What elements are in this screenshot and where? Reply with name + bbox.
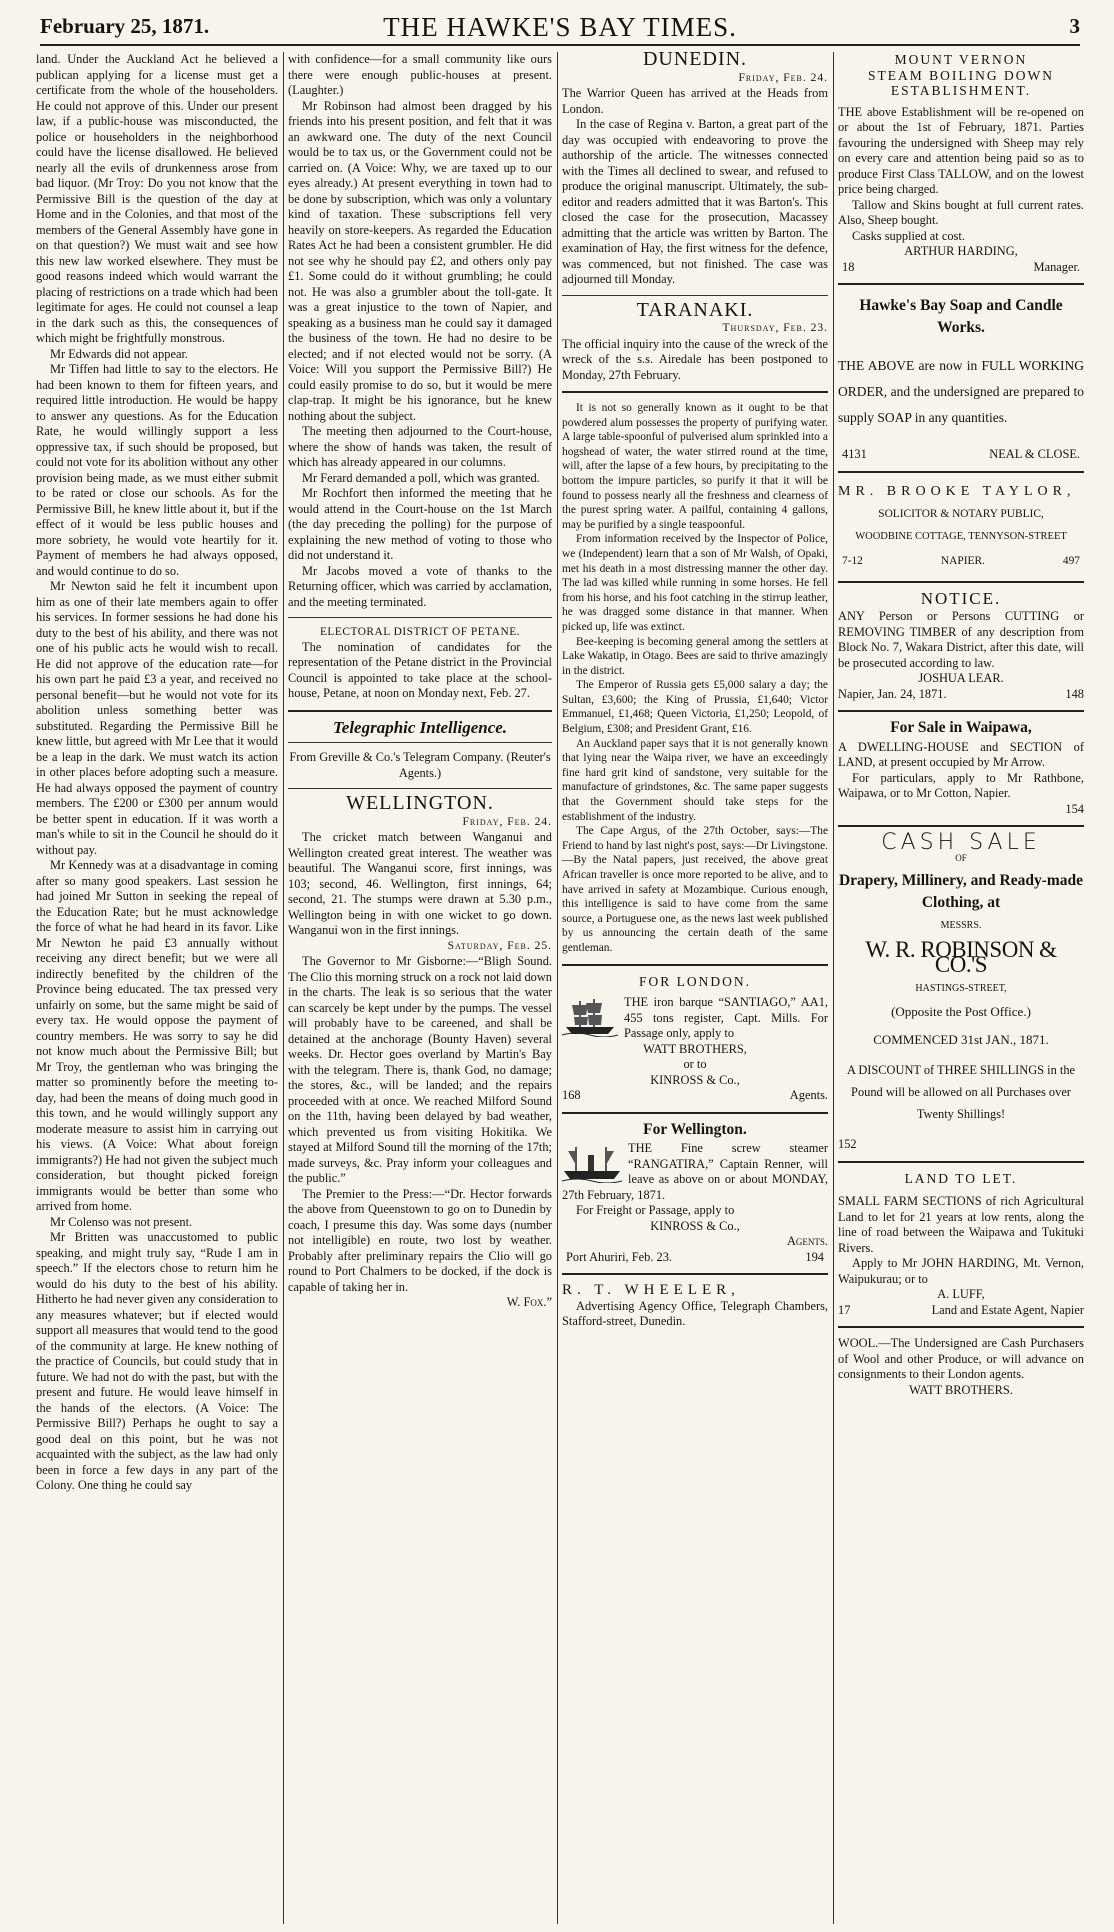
section-divider bbox=[562, 964, 828, 966]
section-divider bbox=[838, 471, 1084, 473]
bt-role: SOLICITOR & NOTARY PUBLIC, bbox=[878, 507, 1044, 520]
column-1 bbox=[36, 52, 278, 1494]
news-paragraph: The official inquiry into the cause of the wreck of the wreck of the s.s. Airedale has been postponed to Monday, 27th February. bbox=[562, 336, 828, 382]
section-divider bbox=[838, 1161, 1084, 1163]
wellington-ad-heading: For Wellington. bbox=[643, 1120, 747, 1138]
cash-sale-ad bbox=[838, 830, 1084, 1153]
speech-paragraph: Mr Britten was unaccustomed to public speaking, and might truly say, “Rude I am in speech.” If the electors chose to return him he would do his duty to the best of his ability. Hitherto he had never given any consideration to any measures whatever; but if elected would support all measures that would tend to the good of the community at large. He knew nothing of the practice of Councils, but could study that in future. We had not do with the past, but with the present and future. He would leave himself in the hands of the electors. (A Voice: The Permissive Bill?) Perhaps he ought to say a good deal on this point, but he was not acquainted with the subject, as the law had only been in force a few days in any part of the Colony. One thing he could say bbox=[36, 1230, 278, 1492]
ad-number: 497 bbox=[1062, 554, 1080, 567]
wheeler-body: Advertising Agency Office, Telegraph Chambers, Stafford-street, Dunedin. bbox=[562, 1298, 828, 1329]
speech-paragraph: Mr Rochfort then informed the meeting that he would attend in the Court-house on the 1st March (the day preceding the polling) for the purpose of explaining the new method of voting to those who did not understand it. bbox=[288, 486, 552, 562]
telegram-source: From Greville & Co.'s Telegram Company. (Reuter's Agents.) bbox=[289, 750, 551, 780]
wheeler-name: R. T. WHEELER, bbox=[562, 1282, 740, 1299]
news-paragraph: The cricket match between Wanganui and Wellington created great interest. The weather was beautiful. The Wanganui score, first innings, was 103; second, 46. Wellington, first innings, 64; second, 21. The stumps were drawn at 5.30 p.m., Wellington being in with one wicket to go down. Wanganui won in the first innings. bbox=[288, 830, 552, 938]
section-divider bbox=[562, 1273, 828, 1275]
speech-paragraph: Mr Kennedy was at a disadvantage in coming after so many good speakers. Last session he had joined Mr Sutton in seeking the repeal of the Education Rate; but he must acknowledge the force of what he had heard in its favor. Like Mr Newton he paid £3 annually without receiving any direct benefit; but we were all indirectly benefited by the children of the Province being educated. The tax pressed very unfairly on some, but the same might be said of every tax. He would oppose the payment of country members. He was sorry to say he did not know much about the Permissive Bill; but Mr Troy, the gentleman who was bringing the matter so prominently before the meeting to-day, had been the means of doing much good in this town, and he would willingly support any moderate measure to assist him in carrying out his views. (A Voice: What about foreign immigrants?) He had not given the subject much consideration, but thought picked foreign immigrants would be better than some who arrived from home. bbox=[36, 858, 278, 1213]
column-rule bbox=[283, 52, 284, 1924]
land-body: SMALL FARM SECTIONS of rich Agricultural Land to let for 21 years at low rents, along the line of road between the Waipawa and Tukituki Rivers. bbox=[838, 1194, 1084, 1255]
wellington-agent: KINROSS & Co., bbox=[650, 1218, 740, 1233]
wellington-ad bbox=[562, 1141, 828, 1265]
wellington-ad-freight: For Freight or Passage, apply to bbox=[576, 1203, 735, 1218]
cash-sale-heading: CASH SALE bbox=[881, 830, 1041, 855]
news-paragraph: The Warrior Queen has arrived at the Heads from London. bbox=[562, 86, 828, 116]
section-divider bbox=[838, 581, 1084, 583]
london-ad-heading: FOR LONDON. bbox=[638, 973, 751, 989]
soap-body: THE ABOVE are now in FULL WORKING ORDER, and the undersigned are prepared to supply SOAP in any quantities. bbox=[838, 358, 1084, 425]
section-divider bbox=[838, 825, 1084, 827]
column-rule bbox=[833, 52, 834, 1924]
bt-town: NAPIER. bbox=[940, 554, 985, 567]
saturday-dateline: Saturday, Feb. 25. bbox=[447, 939, 552, 952]
london-agent: KINROSS & Co., bbox=[650, 1072, 740, 1087]
ad-body: Tallow and Skins bought at full current rates. Also, Sheep bought. bbox=[838, 197, 1084, 227]
section-divider bbox=[288, 710, 552, 712]
dunedin-dateline: Friday, Feb. 24. bbox=[738, 71, 828, 84]
dunedin-heading: DUNEDIN. bbox=[642, 52, 748, 70]
speech-paragraph: Mr Jacobs moved a vote of thanks to the Returning officer, which was carried by acclamation, and the meeting terminated. bbox=[288, 563, 552, 609]
waipawa-heading: For Sale in Waipawa, bbox=[890, 719, 1032, 736]
ad-title: MOUNT VERNON bbox=[894, 52, 1028, 67]
section-divider bbox=[288, 742, 552, 743]
signature: W. Fox.” bbox=[506, 1295, 552, 1310]
ad-number: 18 bbox=[842, 259, 855, 274]
news-snippet: Bee-keeping is becoming general among the settlers at Lake Wakatip, in Otago. Bees are said to thrive amazingly in the district. bbox=[562, 635, 828, 677]
newspaper-title: THE HAWKE'S BAY TIMES. bbox=[383, 12, 737, 42]
section-divider bbox=[838, 283, 1084, 285]
news-snippet: From information received by the Inspector of Police, we (Independent) learn that a son of Mr Walsh, of Opaki, met his death in a most distressing manner the other day. The lad was killed while running in some horses. He fell from his horse, and his foot catching in the stirrup leather, he was dragged some distance in that manner. When picked up, life was extinct. bbox=[562, 533, 828, 633]
land-name: A. LUFF, bbox=[937, 1287, 985, 1301]
cash-messrs: MESSRS. bbox=[940, 920, 982, 931]
speech-paragraph: The meeting then adjourned to the Court-house, where the show of hands was taken, the result of which has already appeared in our columns. bbox=[288, 424, 552, 469]
speech-paragraph: Mr Tiffen had little to say to the electors. He had been known to them for fifteen years, and required little introduction. He would be happy to answer any questions. As for the Education Rate, he would willingly support a less oppressive tax, if such should be proposed, but could not vote for its abolition without any other provision being made, as we must either submit to be rated or close our schools. As for the Permissive Bill, he knew little about it, but if the effect of it would be less public houses and more sobriety, he would vote heartily for it. Payment of members he had always opposed, and would continue to do so. bbox=[36, 362, 278, 578]
telegraphic-heading: Telegraphic Intelligence. bbox=[332, 717, 508, 737]
london-ad bbox=[562, 995, 828, 1104]
news-paragraph: The Premier to the Press:—“Dr. Hector forwards the above from Queenstown to go on to Dunedin by coach, I presume this day. Was some days (number not intelligible) en route, two lost by weather. Probably after preliminary repairs the Clio will go round to Port Chalmers to be docked, if the dock is capable of taking her in. bbox=[288, 1186, 552, 1294]
ad-number: 168 bbox=[562, 1088, 581, 1103]
ad-body: THE above Establishment will be re-opened on or about the 1st of February, 1871. Parties favouring the undersigned with Sheep may rely on every care and attention being paid so as to produce First Class TALLOW, and on the lowest price being charged. bbox=[838, 104, 1084, 196]
notice-heading: NOTICE. bbox=[920, 588, 1002, 608]
news-snippet: It is not so generally known as it ought to be that powdered alum possesses the property of purifying water. A large table-spoonful of pulverised alum sprinkled into a hogshead of water, the water stirred round at the time, will, after the lapse of a few hours, by precipitating to the bottom the impure particles, so purify it that it will be found to possess nearly all the freshness and clearness of the purest spring water. A pailful, containing 4 gallons, may be purified by a single teaspoonful. bbox=[562, 402, 828, 531]
notice-body: ANY Person or Persons CUTTING or REMOVING TIMBER of any description from Block No. 7, Wakara District, after this date, will be prosecuted according to law. bbox=[838, 609, 1084, 670]
speech-paragraph: Mr Colenso was not present. bbox=[50, 1214, 193, 1229]
steamer-icon bbox=[562, 1143, 622, 1183]
section-divider bbox=[288, 788, 552, 789]
land-apply: Apply to Mr JOHN HARDING, Mt. Vernon, Waipukurau; or to bbox=[838, 1256, 1084, 1286]
news-paragraph: The Governor to Mr Gisborne:—“Bligh Sound. The Clio this morning struck on a rock not laid down in the charts. The leak is so serious that the water can scarcely be kept under by the pumps. The vessel will probably have to be careened, and shall be detained at the anchorage (Bounty Haven) several weeks. Dr. Hector goes overland by Martin's Bay with the telegram. There is, thank God, no damage; the stores, &c., will be landed; and the repairs proceeded with at once. We reached Milford Sound on the 11th, having been delayed by bad weather, which prevented us from visiting Hokitika. We stayed at Milford Sound till the morning of the 17th; made surveys, &c. Pray inform your colleagues and the public.” bbox=[288, 954, 552, 1186]
ad-title: STEAM BOILING DOWN bbox=[868, 67, 1054, 83]
wellington-dateline: Friday, Feb. 24. bbox=[462, 815, 552, 828]
news-snippet: The Emperor of Russia gets £5,000 salary a day; the Sultan, £3,600; the King of Prussia, £1,640; Victor Emmanuel, £1,468; Queen Victoria, £1,250; Leopold, of Belgium, £308; and President Grant, £16. bbox=[562, 679, 828, 736]
speech-paragraph: land. Under the Auckland Act he believed a publican applying for a license must get a certificate from the whole of the householders. He could not approve of this. Under our present law, if a public-house was misconducted, the police or householders in the neighborhood could have the license disallowed. He believed nearly all the evils of drunkenness arose from bad liquor. (Mr Troy: Do you not know that the Permissive Bill is the question of the day at Home and in the Colonies, and that most of the members of the General Assembly have gone in on that question?) We must wait and see how this new law worked elsewhere. They must be good reasons indeed which would warrant the placing of restrictions on a trade which had been legitimate for ages. He could not counsel a leap in the dark such as this, the consequences of which might be frightfully monstrous. bbox=[36, 52, 278, 345]
wool-ad bbox=[838, 1336, 1084, 1398]
mount-vernon-ad bbox=[838, 52, 1084, 275]
section-divider bbox=[562, 391, 828, 393]
petane-notice: The nomination of candidates for the representation of the Petane district in the Provincial Council is appointed to take place at the school-house, Petane, at noon on Monday next, Feb. 27. bbox=[288, 639, 552, 701]
ad-number: 7-12 bbox=[842, 554, 863, 567]
petane-heading: ELECTORAL DISTRICT OF PETANE. bbox=[319, 626, 521, 638]
news-paragraph: In the case of Regina v. Barton, a great part of the day was occupied with endeavoring to prove the authorship of the article. The witnesses connected with the Times all declined to swear, and refused to produce the original manuscript. Ultimately, the sub-editor and readers admitted that it was Barton's. This closed the case for the prosecution, Macassey admitting that the article was written by Barton. The examination of Hay, the first witness for the defence, was commenced, but not finished. The case was adjourned till Monday. bbox=[562, 117, 828, 286]
brooke-taylor-ad bbox=[838, 481, 1084, 573]
soap-title: Hawke's Bay Soap and Candle Works. bbox=[859, 297, 1063, 336]
ad-number: 148 bbox=[1065, 686, 1084, 701]
london-ad-body: THE iron barque “SANTIAGO,” AA1, 455 tons register, Capt. Mills. For Passage only, apply to bbox=[624, 995, 828, 1041]
wellington-heading: WELLINGTON. bbox=[346, 792, 494, 815]
ad-title: ESTABLISHMENT. bbox=[890, 83, 1032, 98]
taranaki-heading: TARANAKI. bbox=[636, 298, 754, 321]
section-divider bbox=[562, 1112, 828, 1114]
column-3 bbox=[562, 52, 828, 1330]
cash-discount: A DISCOUNT of THREE SHILLINGS in the Pound will be allowed on all Purchases over Twenty Shillings! bbox=[846, 1063, 1076, 1121]
wellington-agents: Agents. bbox=[786, 1234, 828, 1249]
ad-number: 194 bbox=[805, 1249, 824, 1264]
wool-firm: WATT BROTHERS. bbox=[909, 1382, 1013, 1397]
land-ad bbox=[838, 1171, 1084, 1319]
ad-number: 152 bbox=[838, 1137, 857, 1151]
section-divider bbox=[562, 295, 828, 296]
ad-name: ARTHUR HARDING, bbox=[904, 244, 1018, 258]
notice-date: Napier, Jan. 24, 1871. bbox=[838, 686, 947, 701]
waipawa-ad bbox=[838, 720, 1084, 817]
wool-body: WOOL.—The Undersigned are Cash Purchasers of Wool and other Produce, or will advance on consignments to their London agents. bbox=[838, 1336, 1084, 1381]
masthead bbox=[40, 6, 1080, 46]
section-divider bbox=[288, 617, 552, 618]
speech-paragraph: Mr Newton said he felt it incumbent upon him as one of their late members again to offer his services. In former sessions he had done his duty to the best of his ability, and there was not one of his public acts he would wish to recall. He did not approve of the education rate—for his own part he paid £3 a year, and received no personal benefit—but he would not vote for its abolition unless something better was substituted. Regarding the Permissive Bill he knew little, but agreed with Mr Lee that it would be a leap in the dark. We must watch its action in other places before adopting such a measure. He had always opposed the payment of country members. The £200 or £300 per annum would be better spent in education. If it was worth a man's while to sit in the Council he should do it without pay. bbox=[36, 579, 278, 857]
ad-body: Casks supplied at cost. bbox=[852, 228, 965, 243]
taranaki-dateline: Thursday, Feb. 23. bbox=[722, 322, 828, 334]
waipawa-body: A DWELLING-HOUSE and SECTION of LAND, at present occupied by Mr Arrow. bbox=[838, 739, 1084, 769]
ad-place-date: Port Ahuriri, Feb. 23. bbox=[566, 1249, 673, 1264]
sailing-ship-icon bbox=[562, 997, 618, 1037]
cash-goods: Drapery, Millinery, and Ready-made Clothing, at bbox=[838, 872, 1084, 911]
notice-name: JOSHUA LEAR. bbox=[918, 671, 1004, 685]
news-snippet: An Auckland paper says that it is not generally known that lying near the Waipa river, we have an exceedingly fine hard grit kind of sandstone, very suitable for the manufacture of grindstones, &c. The same paper suggests that the Government should take steps for the establishment of the industry. bbox=[562, 737, 828, 823]
speech-paragraph: Mr Edwards did not appear. bbox=[50, 346, 188, 361]
london-or: or to bbox=[683, 1057, 707, 1072]
cash-commenced: COMMENCED 31st JAN., 1871. bbox=[873, 1031, 1049, 1047]
section-divider bbox=[838, 1326, 1084, 1328]
speech-paragraph: with confidence—for a small community like ours there were enough public-houses at present. (Laughter.) bbox=[288, 52, 552, 97]
column-4 bbox=[838, 52, 1084, 1398]
cash-opposite: (Opposite the Post Office.) bbox=[891, 1004, 1031, 1019]
cash-firm: W. R. ROBINSON & CO.'S bbox=[865, 936, 1057, 977]
cash-street: HASTINGS-STREET, bbox=[915, 982, 1007, 994]
bt-name: MR. BROOKE TAYLOR, bbox=[838, 483, 1076, 499]
issue-date: February 25, 1871. bbox=[40, 14, 210, 38]
speech-paragraph: Mr Robinson had almost been dragged by his friends into his present position, and felt that it was an awkward one. The duty of the next Council would be to tax us, or the Government could not be carried on. (A Voice: Why, we are taxed up to our eyes already.) At present everything in town had to be done by subscription, which was only a voluntary kind of taxation. These subscriptions fell very heavily on store-keepers. As regarded the Education Rates Act he had been a consistent grumbler. He did not see why he should pay £2, and others only pay £1. Some could do it without grumbling; he could not. He was also a grumbler about the toll-gate. It was a great injustice to the town of Napier, and speaking as a business man he could say it damaged the business of the town. He had no desire to be elected; and if not elected would not be sorry. (A Voice: Will you support the Permissive Bill?) He could easily promise to do so, but it would be mere clap-trap. It might be his ignorance, but he knew nothing about the subject. bbox=[288, 98, 552, 423]
section-divider bbox=[838, 710, 1084, 712]
bt-address: WOODBINE COTTAGE, TENNYSON-STREET bbox=[855, 530, 1067, 542]
land-heading: LAND TO LET. bbox=[904, 1170, 1018, 1186]
wellington-ad-body: THE Fine screw steamer “RANGATIRA,” Captain Renner, will leave as above on or about MONDAY, 27th February, 1871. bbox=[562, 1141, 828, 1202]
wheeler-ad bbox=[562, 1283, 828, 1330]
ad-role: Manager. bbox=[1033, 259, 1080, 274]
notice-ad bbox=[838, 588, 1084, 703]
column-2 bbox=[288, 52, 552, 1311]
land-role: Land and Estate Agent, Napier bbox=[931, 1302, 1084, 1317]
ad-number: 17 bbox=[838, 1302, 851, 1317]
page-number: 3 bbox=[1069, 14, 1080, 38]
column-rule bbox=[557, 52, 558, 1924]
waipawa-body: For particulars, apply to Mr Rathbone, Waipawa, or to Mr Cotton, Napier. bbox=[838, 770, 1084, 800]
speech-paragraph: Mr Ferard demanded a poll, which was granted. bbox=[302, 470, 540, 485]
news-snippet: The Cape Argus, of the 27th October, says:—The Friend to hand by last night's post, says:—Dr Livingstone.—By the Natal papers, just received, the above great African traveller is once more reported to be alive, and to have arrived in safety at Mozambique. Curious enough, this intelligence is said to have come from the same source, a Portuguese one, as the news last week published by us announcing the certain death of the same gentleman. bbox=[562, 825, 828, 954]
london-agent: WATT BROTHERS, bbox=[643, 1041, 747, 1056]
ad-firm: NEAL & CLOSE. bbox=[989, 447, 1080, 461]
ad-number: 4131 bbox=[842, 447, 867, 461]
soap-ad bbox=[838, 295, 1084, 463]
ad-number: 154 bbox=[1065, 801, 1084, 816]
ad-agents: Agents. bbox=[789, 1088, 828, 1103]
cash-of: OF bbox=[955, 852, 967, 863]
